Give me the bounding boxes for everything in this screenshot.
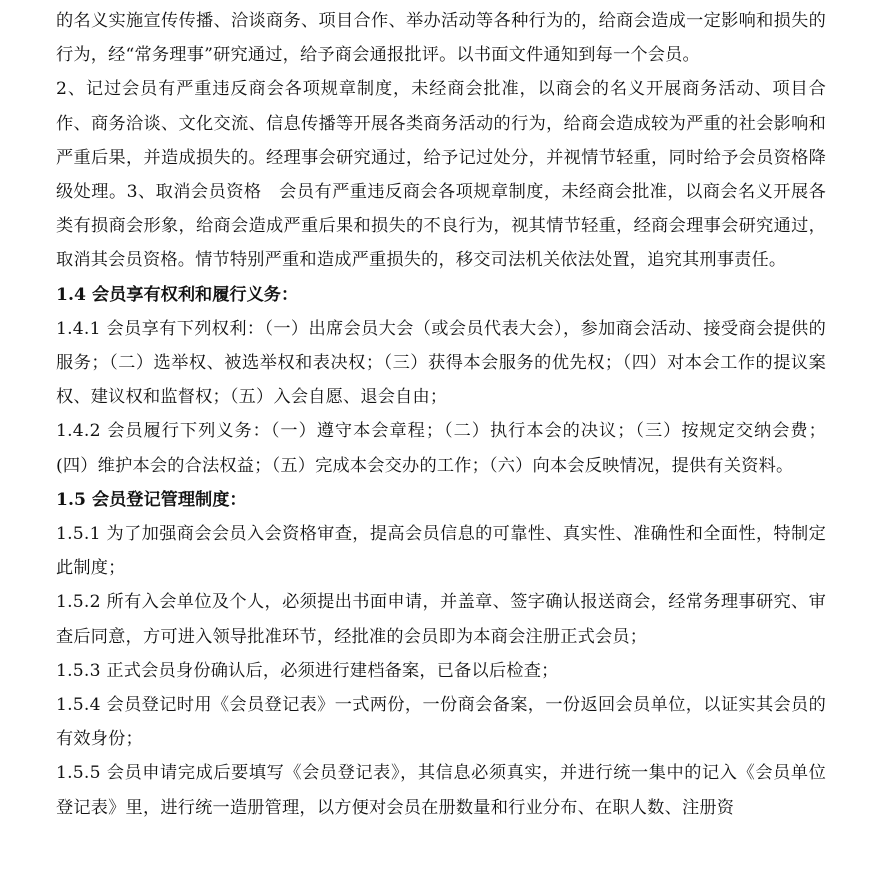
paragraph-1-5-3: 1.5.3 正式会员身份确认后，必须进行建档备案，已备以后检查；: [56, 660, 559, 681]
document-page: [56, 4, 826, 825]
paragraph-1-4-1-rights: 1.4.1 会员享有下列权利：（一）出席会员大会（或会员代表大会），参加商会活动、接受商会提供的服务；（二）选举权、被选举权和表决权；（三）获得本会服务的优先权；（四）对本会工作的提议案权、建议权和监督权；（五）入会自愿、退会自由；: [56, 318, 826, 408]
section-heading-1-4: 1.4 会员享有权利和履行义务：: [56, 284, 299, 305]
paragraph-1-5-5: 1.5.5 会员申请完成后要填写《会员登记表》，其信息必须真实，并进行统一集中的记入《会员单位登记表》里，进行统一造册管理，以方便对会员在册数量和行业分布、在职人数、注册资: [56, 763, 826, 818]
paragraph-1-4-2-duties: 1.4.2 会员履行下列义务：（一）遵守本会章程；（二）执行本会的决议；（三）按规定交纳会费；(四）维护本会的合法权益；（五）完成本会交办的工作；（六）向本会反映情况，提供有关资料。: [56, 421, 826, 476]
paragraph-1-5-4: 1.5.4 会员登记时用《会员登记表》一式两份，一份商会备案，一份返回会员单位，以证实其会员的有效身份；: [56, 695, 826, 750]
paragraph-1-5-1: 1.5.1 为了加强商会会员入会资格审查，提高会员信息的可靠性、真实性、准确性和全面性，特制定此制度；: [56, 524, 826, 579]
paragraph-penalty-criticism: 的名义实施宣传传播、洽谈商务、项目合作、举办活动等各种行为的，给商会造成一定影响和损失的行为，经“常务理事”研究通过，给予商会通报批评。以书面文件通知到每一个会员。: [56, 11, 826, 66]
section-heading-1-5: 1.5 会员登记管理制度：: [56, 489, 247, 510]
paragraph-1-5-2: 1.5.2 所有入会单位及个人，必须提出书面申请，并盖章、签字确认报送商会，经常务理事研究、审查后同意，方可进入领导批准环节，经批准的会员即为本商会注册正式会员；: [56, 592, 826, 647]
paragraph-penalty-demerit-revoke: 2、记过会员有严重违反商会各项规章制度，未经商会批准，以商会的名义开展商务活动、项目合作、商务洽谈、文化交流、信息传播等开展各类商务活动的行为，给商会造成较为严重的社会影响和严重后果，并造成损失的。经理事会研究通过，给予记过处分，并视情节轻重，同时给予会员资格降级处理。3、取消会员资格 会员有严重违反商会各项规章制度，未经商会批准，以商会名义开展各类有损商会形象，给商会造成严重后果和损失的不良行为，视其情节轻重，经商会理事会研究通过，取消其会员资格。情节特别严重和造成严重损失的，移交司法机关依法处置，追究其刑事责任。: [56, 79, 826, 271]
